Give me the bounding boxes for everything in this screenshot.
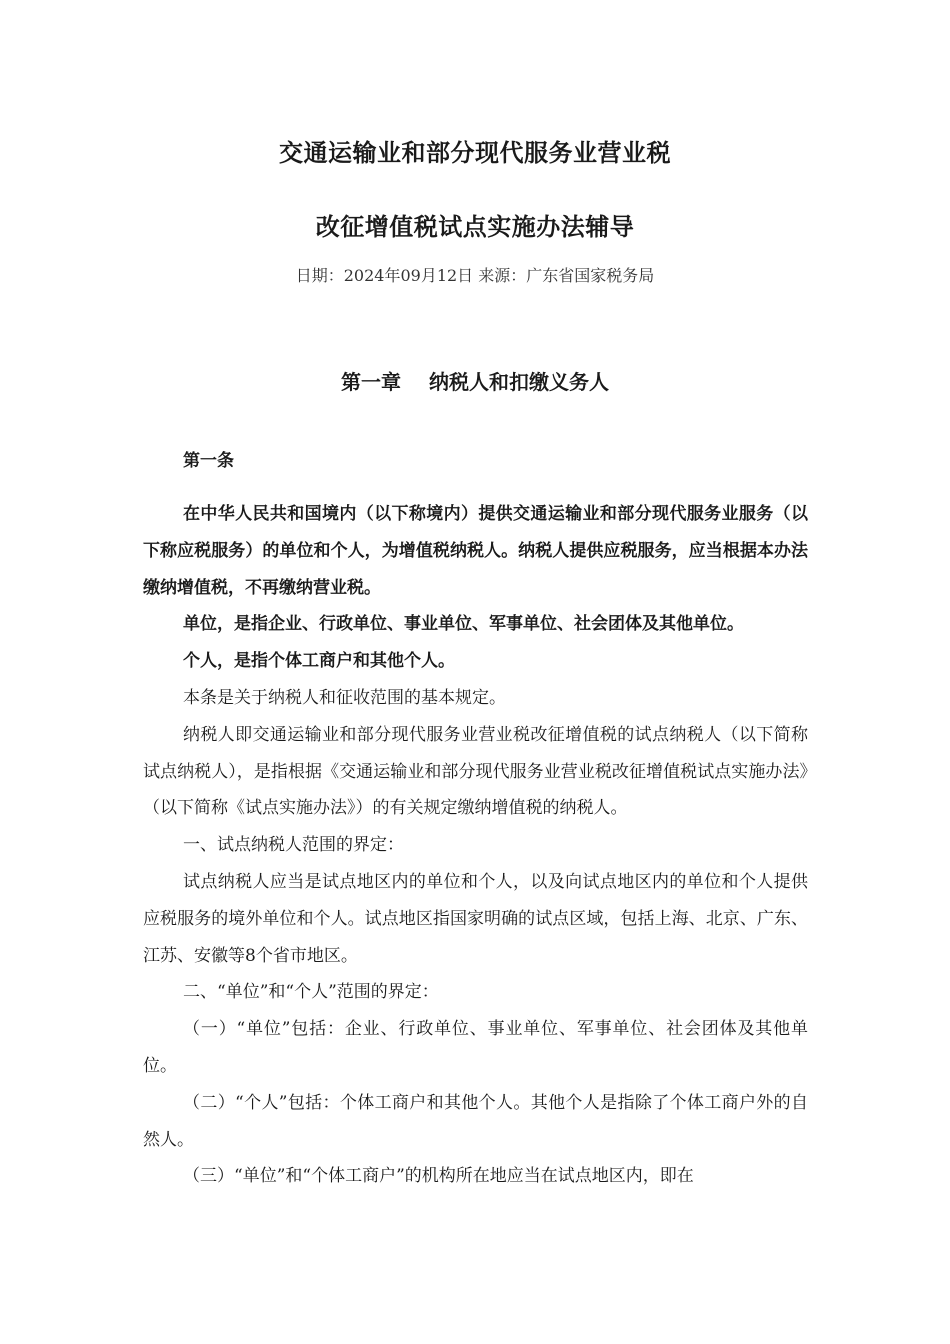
article-heading: 第一条 <box>183 451 234 471</box>
article-paragraph-2: 单位，是指企业、行政单位、事业单位、军事单位、社会团体及其他单位。 <box>183 614 744 635</box>
document-title-line-2: 改征增值税试点实施办法辅导 <box>315 212 635 241</box>
chapter-number: 第一章 <box>341 370 401 394</box>
explanation-paragraph: 试点纳税人应当是试点地区内的单位和个人，以及向试点地区内的单位和个人提供应税服务的境外单位和个人。试点地区指国家明确的试点区域，包括上海、北京、广东、江苏、安徽等8个省市地区。 <box>143 871 808 966</box>
article-paragraph-3: 个人，是指个体工商户和其他个人。 <box>183 651 455 672</box>
document-meta: 日期：2024年09月12日 来源：广东省国家税务局 <box>295 266 655 285</box>
list-item: （二）“个人”包括：个体工商户和其他个人。其他个人是指除了个体工商户外的自然人。 <box>143 1092 808 1150</box>
section-heading: 一、试点纳税人范围的界定： <box>183 835 404 856</box>
section-heading: 二、“单位”和“个人”范围的界定： <box>183 982 439 1003</box>
document-body <box>143 496 808 1195</box>
article-paragraph-1: 在中华人民共和国境内（以下称境内）提供交通运输业和部分现代服务业服务（以下称应税服务）的单位和个人，为增值税纳税人。纳税人提供应税服务，应当根据本办法缴纳增值税，不再缴纳营业税。 <box>143 504 808 598</box>
list-item: （一）“单位”包括：企业、行政单位、事业单位、军事单位、社会团体及其他单位。 <box>143 1019 808 1076</box>
list-item: （三）“单位”和“个体工商户”的机构所在地应当在试点地区内，即在 <box>183 1166 694 1187</box>
explanation-paragraph: 纳税人即交通运输业和部分现代服务业营业税改征增值税的试点纳税人（以下简称试点纳税人），是指根据《交通运输业和部分现代服务业营业税改征增值税试点实施办法》（以下简称《试点实施办法》）的有关规定缴纳增值税的纳税人。 <box>143 724 808 819</box>
chapter-title: 纳税人和扣缴义务人 <box>429 370 609 394</box>
document-title-line-1: 交通运输业和部分现代服务业营业税 <box>279 138 671 167</box>
explanation-paragraph: 本条是关于纳税人和征收范围的基本规定。 <box>183 687 506 708</box>
chapter-heading <box>0 368 950 396</box>
